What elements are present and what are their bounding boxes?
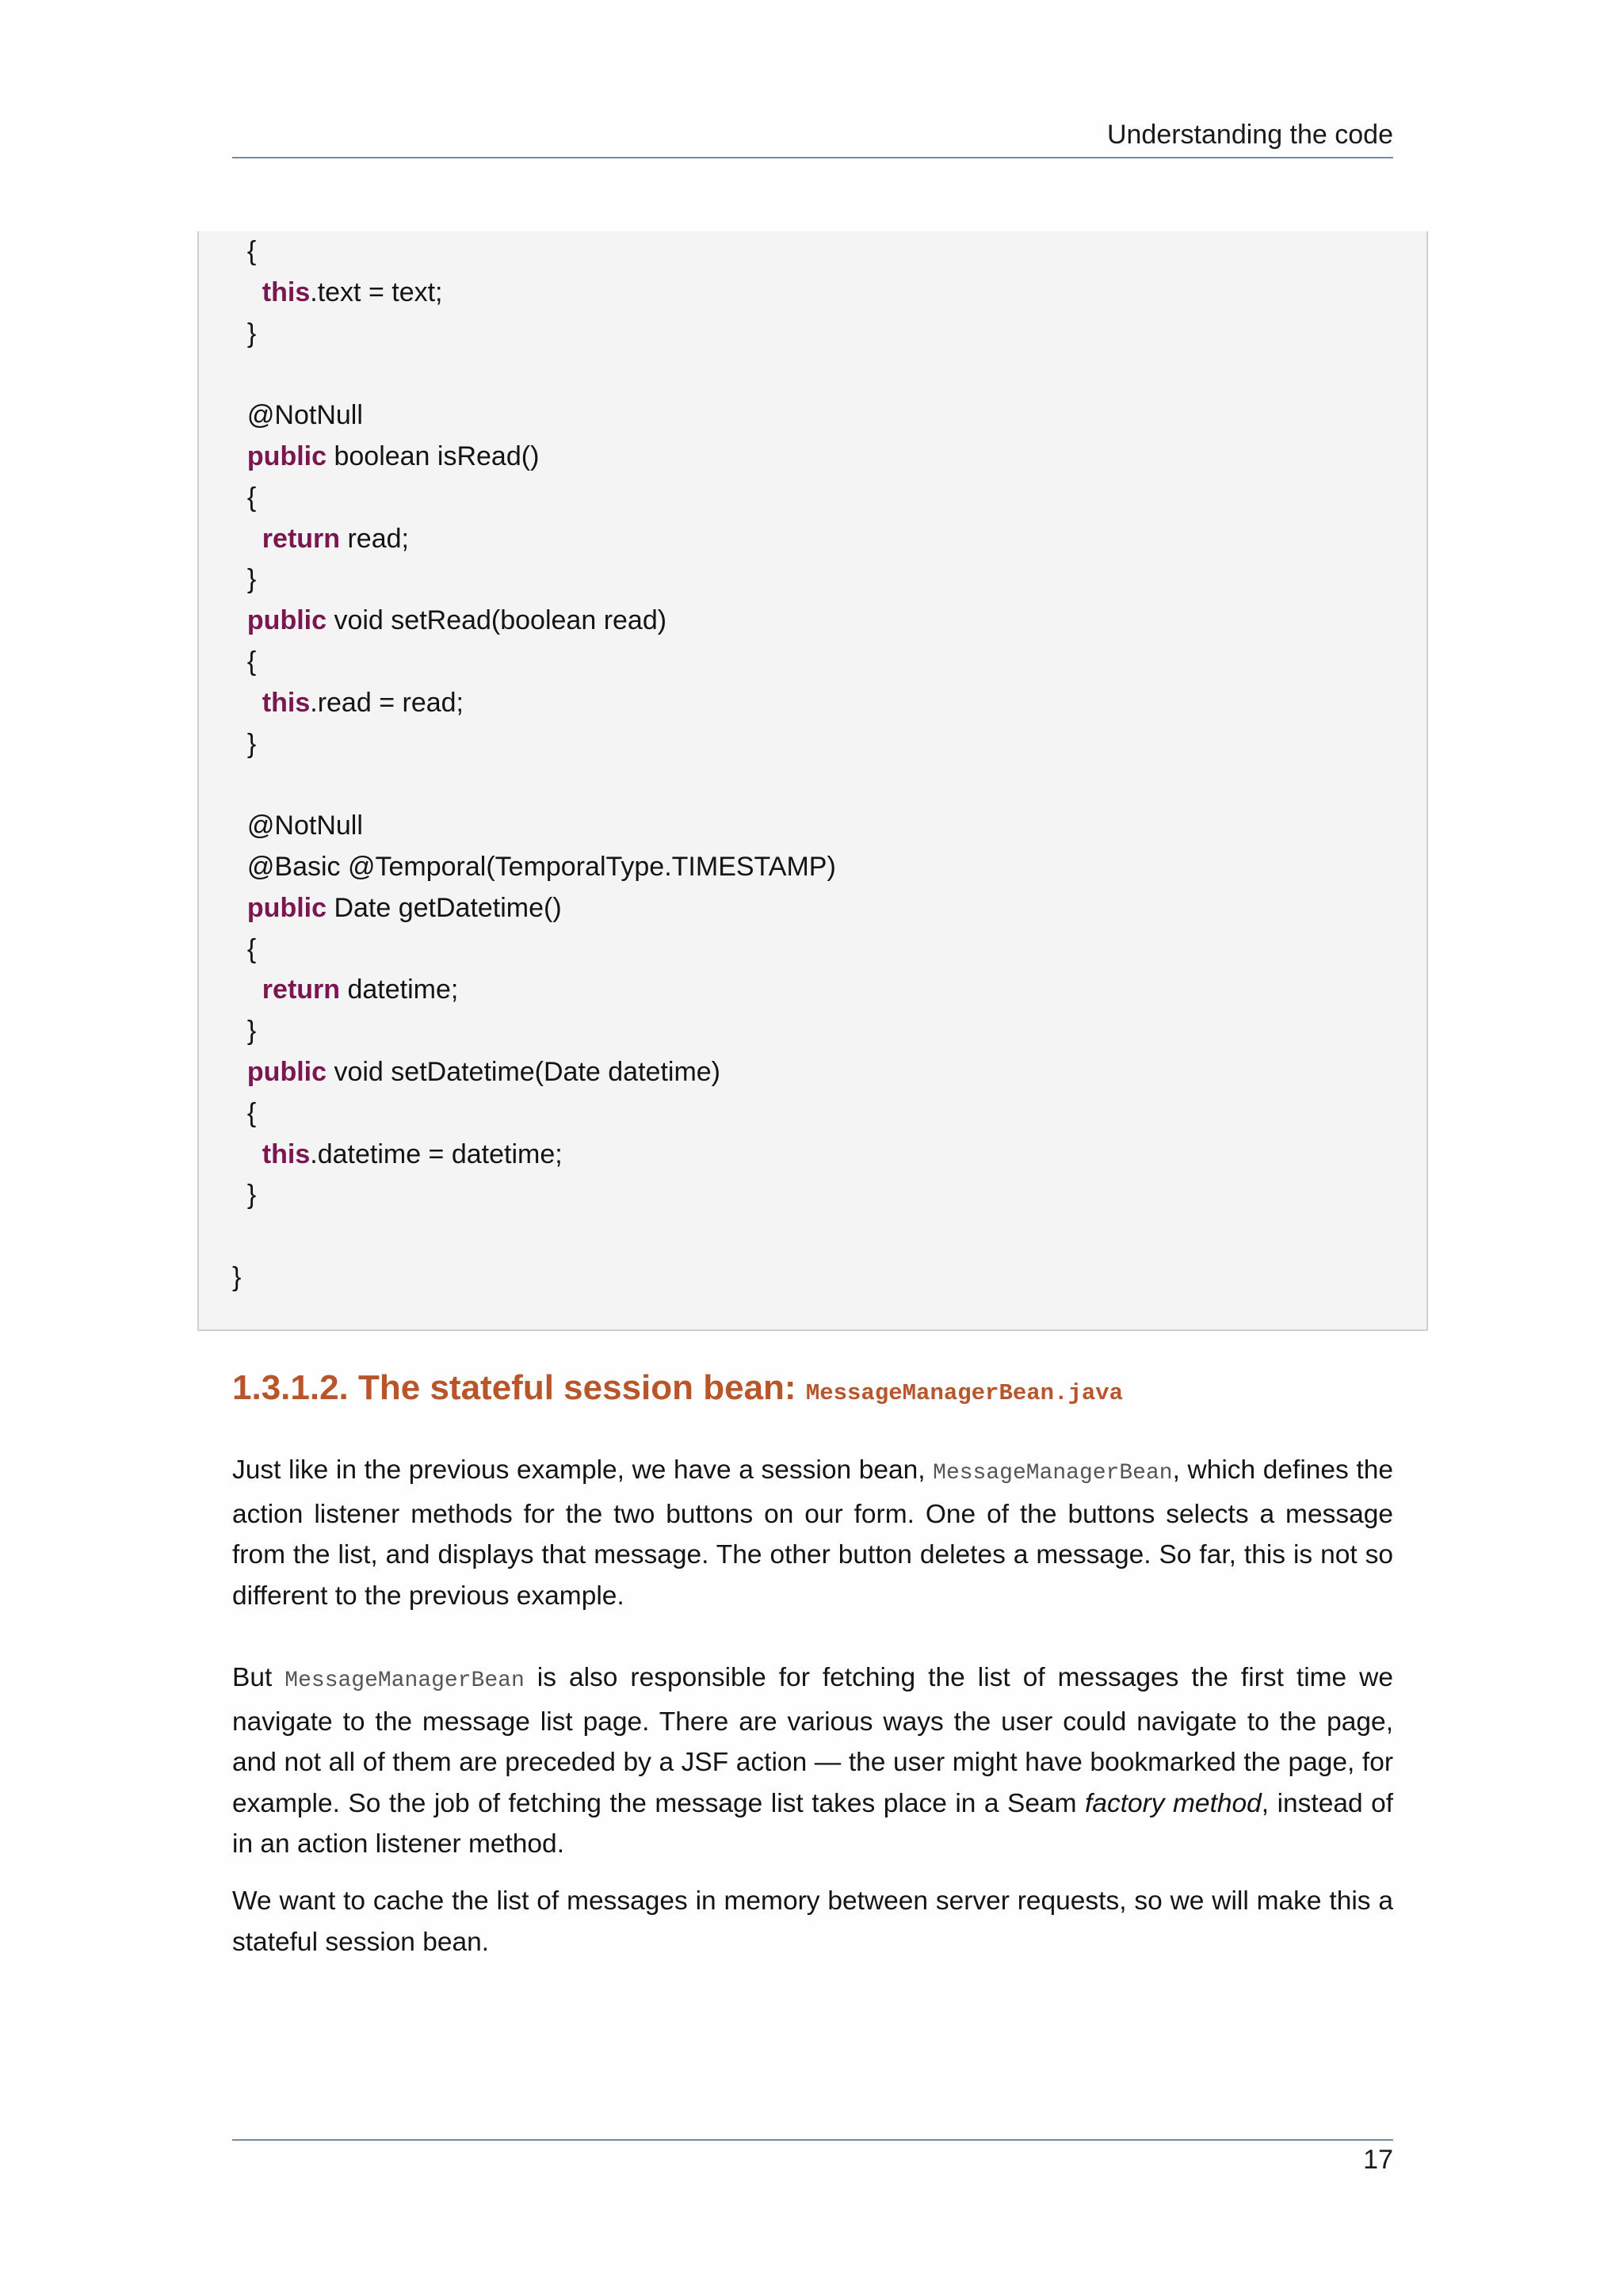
code-text: @NotNull (232, 810, 363, 841)
code-text: void setRead(boolean read) (327, 605, 667, 636)
section-heading (232, 1364, 1123, 1417)
code-text: { (232, 933, 257, 964)
paragraph-1 (232, 1450, 1393, 1616)
code-line (232, 273, 1342, 314)
code-text: { (232, 646, 257, 677)
paragraph-3 (232, 1881, 1393, 1962)
running-header: Understanding the code (1106, 120, 1393, 150)
code-text: { (232, 236, 257, 266)
code-text: .read = read; (310, 687, 464, 718)
code-line (232, 724, 1342, 765)
code-line (232, 1175, 1342, 1216)
code-line (232, 683, 1342, 724)
code-text: void setDatetime(Date datetime) (327, 1056, 720, 1087)
code-line (232, 888, 1342, 929)
code-keyword: this (262, 277, 311, 307)
code-listing (232, 231, 1342, 1299)
code-keyword: this (262, 1138, 311, 1169)
code-keyword: public (246, 892, 327, 923)
code-line (232, 970, 1342, 1011)
code-text (232, 277, 262, 307)
code-text (232, 524, 262, 554)
code-text (232, 1139, 262, 1169)
code-text (232, 688, 262, 718)
code-text: { (232, 1097, 257, 1128)
paragraph-text: , which defines the action listener methods for the two buttons on our form. One of the buttons selects a message from the list, and displays that message. The other button deletes a message. So far, this is not so different to the previous example. (232, 1455, 1393, 1611)
section-heading-text: 1.3.1.2. The stateful session bean: (232, 1368, 806, 1407)
code-line (232, 231, 1342, 273)
code-line (232, 437, 1342, 478)
paragraph-text: Just like in the previous example, we have a session bean, (232, 1455, 934, 1485)
paragraph-text: , instead of in an action listener method. (232, 1788, 1394, 1859)
code-keyword: return (262, 523, 341, 554)
emphasis: factory method (1085, 1788, 1262, 1818)
code-line (232, 1093, 1342, 1135)
code-line (232, 847, 1342, 888)
code-text: read; (340, 523, 409, 554)
code-line (232, 1257, 1342, 1299)
code-keyword: public (246, 605, 327, 636)
code-keyword: return (262, 974, 341, 1005)
page-number: 17 (1363, 2145, 1393, 2175)
footer-rule (232, 2139, 1393, 2141)
code-text (232, 893, 247, 923)
code-text (232, 974, 262, 1005)
inline-code: MessageManagerBean (285, 1669, 525, 1693)
code-line (232, 559, 1342, 601)
code-text: } (232, 564, 257, 595)
code-line (232, 478, 1342, 519)
code-keyword: public (246, 1056, 327, 1087)
code-text: datetime; (340, 974, 459, 1005)
code-text: boolean isRead() (327, 441, 540, 471)
code-line (232, 929, 1342, 971)
code-line (232, 765, 1342, 806)
code-line (232, 1011, 1342, 1052)
code-text (232, 441, 247, 471)
code-text: @Basic @Temporal(TemporalType.TIMESTAMP) (232, 851, 836, 882)
code-text: .text = text; (310, 277, 443, 307)
code-text: @NotNull (232, 400, 363, 431)
code-text (232, 1057, 247, 1087)
code-line (232, 314, 1342, 355)
code-line (232, 1052, 1342, 1093)
code-keyword: this (262, 687, 311, 718)
paragraph-2 (232, 1657, 1393, 1865)
code-line (232, 354, 1342, 395)
code-text (232, 605, 247, 635)
code-line (232, 806, 1342, 847)
code-text: } (232, 1261, 242, 1292)
code-text: Date getDatetime() (327, 892, 562, 923)
code-text: { (232, 482, 257, 513)
code-text: } (232, 318, 257, 349)
paragraph-text: is also responsible for fetching the list of messages the first time we navigate to the message list page. There are various ways the user could navigate to the page, and not all of them are preceded by a JSF action — the user might have bookmarked the page, for example. So the job of fetching the message list takes place in a Seam (232, 1663, 1394, 1818)
code-line (232, 395, 1342, 437)
section-heading-filename: MessageManagerBean.java (805, 1380, 1124, 1406)
code-text: } (232, 1016, 257, 1047)
code-line (232, 1135, 1342, 1176)
code-line (232, 601, 1342, 642)
paragraph-text: But (232, 1663, 285, 1692)
paragraph-text: We want to cache the list of messages in memory between server requests, so we will make this a stateful session bean. (232, 1886, 1393, 1957)
code-text: .datetime = datetime; (310, 1138, 563, 1169)
code-text: } (232, 728, 257, 759)
inline-code: MessageManagerBean (933, 1461, 1173, 1486)
code-line (232, 642, 1342, 683)
code-text: } (232, 1180, 257, 1211)
code-line (232, 1216, 1342, 1257)
code-keyword: public (246, 441, 327, 471)
header-rule (232, 157, 1393, 158)
code-line (232, 519, 1342, 560)
